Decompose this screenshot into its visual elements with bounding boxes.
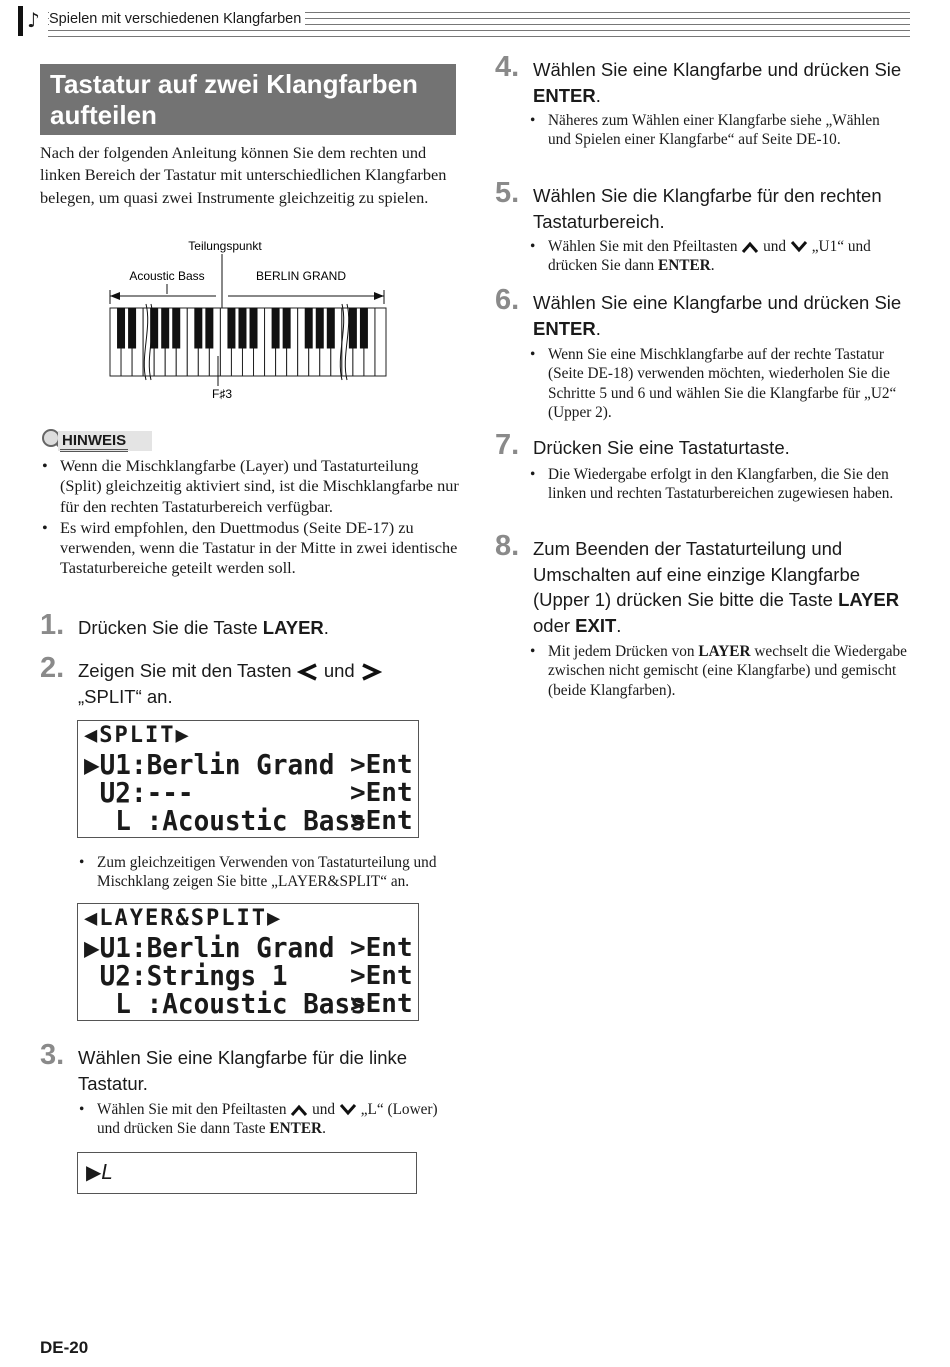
step-8-note <box>528 642 908 700</box>
lcd-row: L :Acoustic Bass <box>84 988 366 1021</box>
step-6-note <box>528 345 908 422</box>
step-text <box>78 658 382 709</box>
arrow-up-icon <box>741 240 759 254</box>
step-number: 5. <box>495 177 520 209</box>
step-3-note <box>77 1100 447 1139</box>
step-text-part: Zum Beenden der Tastaturteilung und Umschalten auf eine einzige Klangfarbe (Upper 1) drücken Sie bitte die Taste <box>533 538 861 610</box>
black-key <box>316 308 323 348</box>
hinweis-heading <box>40 427 150 453</box>
black-key <box>349 308 356 348</box>
list-item: • Es wird empfohlen, den Duettmodus (Seite DE-17) zu verwenden, wenn die Tastatur in der Mitte in zwei identische Tastaturbereiche geteilt werden soll. <box>40 518 460 579</box>
note-text: „L“ (Lower) und drücken Sie dann Taste <box>97 1101 438 1138</box>
black-key <box>239 308 246 348</box>
step-text-part: . <box>595 317 601 339</box>
step-text-part: Zeigen Sie mit den Tasten <box>78 660 292 681</box>
layer-key-label: LAYER <box>262 617 324 638</box>
list-item: • Zum gleichzeitigen Verwenden von Tastaturteilung und Mischklang zeigen Sie bitte „LAYER&SPLIT“ an. <box>77 853 462 892</box>
staff-line <box>48 36 910 37</box>
step-5 <box>495 177 915 235</box>
step-number: 4. <box>495 51 520 83</box>
lcd-lower-display <box>77 1152 417 1194</box>
black-key <box>272 308 279 348</box>
step-number: 6. <box>495 284 520 316</box>
lcd-row: ▶U1:Berlin Grand <box>84 749 335 782</box>
black-key <box>118 308 125 348</box>
black-key <box>360 308 367 348</box>
list-item: • Näheres zum Wählen einer Klangfarbe siehe „Wählen und Spielen einer Klangfarbe“ auf Seite DE-10. <box>528 111 898 150</box>
lcd-split-display <box>77 720 419 838</box>
piano-keys <box>110 304 386 380</box>
step-4-note <box>528 111 898 150</box>
step-7-note <box>528 465 898 504</box>
black-key <box>250 308 257 348</box>
list-item: • Wenn Sie eine Mischklangfarbe auf der rechte Tastatur (Seite DE-18) verwenden möchten, wiederholen Sie die Schritte 5 und 6 und wählen Sie die Klangfarbe für „U2“ (Upper 2). <box>528 345 908 422</box>
page-number: DE-20 <box>40 1338 89 1357</box>
step-number: 8. <box>495 530 520 562</box>
enter-key-label: ENTER <box>269 1120 323 1138</box>
step-2 <box>40 652 460 710</box>
enter-key-label: ENTER <box>533 317 596 339</box>
step-number: 7. <box>495 429 520 461</box>
step-3 <box>40 1039 440 1097</box>
step-6 <box>495 284 915 342</box>
lcd-ent: >Ent <box>350 750 413 780</box>
black-key <box>283 308 290 348</box>
arrow-left-icon <box>297 662 319 682</box>
exit-key-label: EXIT <box>575 614 617 636</box>
note-text: und <box>763 238 787 255</box>
arrow-up-icon <box>290 1103 308 1117</box>
note-text: . <box>322 1120 326 1138</box>
note-text: und <box>312 1101 336 1118</box>
step-4 <box>495 51 915 109</box>
lcd-row: L :Acoustic Bass <box>84 805 366 838</box>
step-1 <box>40 609 460 645</box>
note-text: wechselt die Wiedergabe zwischen nicht gemischt (eine Klangfarbe) und gemischt (beide Klangfarben). <box>548 643 907 699</box>
black-key <box>228 308 235 348</box>
lcd-ent: >Ent <box>350 961 413 991</box>
step-number: 1. <box>40 609 65 641</box>
right-tone-label: BERLIN GRAND <box>255 269 347 283</box>
note-text: Mit jedem Drücken von <box>548 643 699 660</box>
header-title: Spielen mit verschiedenen Klangfarben <box>49 11 305 27</box>
black-key <box>151 308 158 348</box>
lcd-header: ◀LAYER&SPLIT▶ <box>84 906 283 931</box>
note-text: Wählen Sie mit den Pfeiltasten <box>548 238 738 255</box>
step-text-part: Wählen Sie eine Klangfarbe und drücken Sie <box>533 59 902 80</box>
step-text <box>533 57 913 108</box>
white-key <box>375 308 386 376</box>
step-2-note <box>77 853 462 892</box>
arrow-down-icon <box>339 1103 357 1117</box>
black-key <box>129 308 136 348</box>
note-text: „U1“ und drücken Sie dann <box>548 238 871 275</box>
step-text <box>78 615 329 641</box>
layer-key-label: LAYER <box>838 589 900 610</box>
step-text-part: Wählen Sie eine Klangfarbe und drücken Sie <box>533 292 902 313</box>
black-key <box>305 308 312 348</box>
black-key <box>162 308 169 348</box>
step-5-note <box>528 237 908 276</box>
lcd-layer-split-display <box>77 903 419 1021</box>
keyboard-diagram <box>104 236 394 404</box>
step-text-part: . <box>616 614 622 636</box>
lcd-header: ◀SPLIT▶ <box>84 723 191 748</box>
split-key-label: F♯3 <box>212 387 233 401</box>
lcd-ent: >Ent <box>350 989 413 1019</box>
step-text-part: . <box>595 84 601 106</box>
header-bar <box>18 6 23 36</box>
arrow-right-icon <box>360 662 382 682</box>
layer-key-label: LAYER <box>698 643 751 660</box>
step-text-part: und <box>323 660 355 681</box>
step-text-part: oder <box>533 614 576 636</box>
lcd-ent: >Ent <box>350 933 413 963</box>
black-key <box>206 308 213 348</box>
list-item: • Wenn die Mischklangfarbe (Layer) und Tastaturteilung (Split) gleichzeitig aktiviert sind, ist die Mischklangfarbe nur für den rechten Tastaturbereich verfügbar. <box>40 456 460 517</box>
page-header <box>18 6 910 36</box>
note-text: . <box>710 257 715 275</box>
step-text: Wählen Sie eine Klangfarbe für die linke Tastatur. <box>78 1047 408 1094</box>
intro-paragraph: Nach der folgenden Anleitung können Sie dem rechten und linken Bereich der Tastatur mit unterschiedlichen Klangfarben belegen, um quasi zwei Instrumente gleichzeitig zu spielen. <box>40 143 447 207</box>
step-text: Wählen Sie die Klangfarbe für den rechten Tastaturbereich. <box>533 185 882 232</box>
step-8 <box>495 530 915 640</box>
staff-line <box>48 30 910 31</box>
left-tone-label: Acoustic Bass <box>129 269 205 283</box>
lcd-row: ▶L <box>86 1160 113 1184</box>
step-text-part: „SPLIT“ an. <box>78 685 173 707</box>
lcd-ent: >Ent <box>350 778 413 808</box>
enter-key-label: ENTER <box>533 84 596 106</box>
note-text: Wählen Sie mit den Pfeiltasten <box>97 1101 287 1118</box>
section-title: Tastatur auf zwei Klangfarben aufteilen <box>40 64 456 135</box>
arrow-down-icon <box>790 240 808 254</box>
step-text-part: . <box>323 617 329 638</box>
list-item <box>528 642 908 700</box>
lcd-row: U2:--- <box>84 777 194 810</box>
black-key <box>327 308 334 348</box>
lcd-row: ▶U1:Berlin Grand <box>84 932 335 965</box>
split-point-label: Teilungspunkt <box>188 239 262 253</box>
music-note-icon: ♪ <box>27 8 40 32</box>
list-item: • Die Wiedergabe erfolgt in den Klangfarben, die Sie den linken und rechten Tastaturbereichen zugewiesen haben. <box>528 465 898 504</box>
step-number: 3. <box>40 1039 65 1071</box>
step-text: Drücken Sie eine Tastaturtaste. <box>533 437 790 458</box>
list-item <box>528 237 908 276</box>
step-text <box>533 290 913 341</box>
step-number: 2. <box>40 652 65 684</box>
black-key <box>173 308 180 348</box>
step-7 <box>495 429 915 463</box>
lcd-ent: >Ent <box>350 806 413 836</box>
hinweis-list <box>40 456 460 580</box>
enter-key-label: ENTER <box>658 257 711 275</box>
black-key <box>195 308 202 348</box>
list-item <box>77 1100 447 1139</box>
lcd-row: U2:Strings 1 <box>84 960 288 993</box>
step-text-part: Drücken Sie die Taste <box>78 617 263 638</box>
step-text <box>533 536 913 638</box>
hinweis-label: HINWEIS <box>60 433 128 452</box>
